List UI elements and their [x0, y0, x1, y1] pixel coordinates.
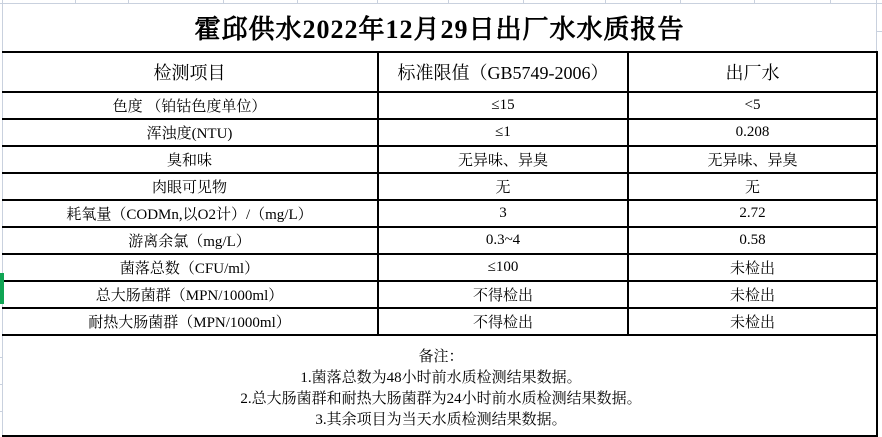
- title-row: [2, 4, 877, 52]
- table-row: [2, 254, 877, 281]
- table-row: [2, 92, 877, 119]
- col-header-item[interactable]: 检测项目: [2, 52, 378, 92]
- cell-outflow[interactable]: 无异味、异臭: [628, 146, 877, 173]
- cell-standard[interactable]: 不得检出: [378, 308, 628, 335]
- cell-outflow[interactable]: 未检出: [628, 308, 877, 335]
- cell-item[interactable]: 耐热大肠菌群（MPN/1000ml）: [2, 308, 378, 335]
- cell-item[interactable]: 耗氧量（CODMn,以O2计）/（mg/L）: [2, 200, 378, 227]
- report-title[interactable]: 霍邱供水2022年12月29日出厂水水质报告: [2, 4, 877, 52]
- cell-item[interactable]: 臭和味: [2, 146, 378, 173]
- cell-standard[interactable]: ≤15: [378, 92, 628, 119]
- table-row: [2, 227, 877, 254]
- cell-standard[interactable]: 不得检出: [378, 281, 628, 308]
- cell-standard[interactable]: ≤100: [378, 254, 628, 281]
- table-row: [2, 200, 877, 227]
- table-row: [2, 173, 877, 200]
- note-line: 1.菌落总数为48小时前水质检测结果数据。: [300, 369, 582, 386]
- cell-outflow[interactable]: <5: [628, 92, 877, 119]
- cell-item[interactable]: 游离余氯（mg/L）: [2, 227, 378, 254]
- cell-standard[interactable]: 无异味、异臭: [378, 146, 628, 173]
- table-row: [2, 146, 877, 173]
- cell-outflow[interactable]: 0.208: [628, 119, 877, 146]
- cell-outflow[interactable]: 未检出: [628, 254, 877, 281]
- table-row: [2, 119, 877, 146]
- col-header-outflow[interactable]: 出厂水: [628, 52, 877, 92]
- cell-outflow[interactable]: 0.58: [628, 227, 877, 254]
- cell-standard[interactable]: ≤1: [378, 119, 628, 146]
- cell-item[interactable]: 浑浊度(NTU): [2, 119, 378, 146]
- table-row: [2, 281, 877, 308]
- cell-item[interactable]: 色度 （铂钴色度单位）: [2, 92, 378, 119]
- notes-label: 备注：: [418, 348, 464, 365]
- note-line: 3.其余项目为当天水质检测结果数据。: [315, 411, 567, 428]
- cell-item[interactable]: 总大肠菌群（MPN/1000ml）: [2, 281, 378, 308]
- col-header-standard[interactable]: 标准限值（GB5749-2006）: [378, 52, 628, 92]
- row-selection-indicator: [0, 273, 4, 304]
- cell-standard[interactable]: 3: [378, 200, 628, 227]
- notes-cell[interactable]: [2, 335, 877, 436]
- header-row: [2, 52, 877, 92]
- table-row: [2, 308, 877, 335]
- cell-item[interactable]: 菌落总数（CFU/ml）: [2, 254, 378, 281]
- water-quality-report-table: [2, 4, 878, 437]
- cell-outflow[interactable]: 未检出: [628, 281, 877, 308]
- note-line: 2.总大肠菌群和耐热大肠菌群为24小时前水质检测结果数据。: [240, 390, 642, 407]
- cell-standard[interactable]: 0.3~4: [378, 227, 628, 254]
- cell-outflow[interactable]: 无: [628, 173, 877, 200]
- cell-item[interactable]: 肉眼可见物: [2, 173, 378, 200]
- cell-standard[interactable]: 无: [378, 173, 628, 200]
- notes-row: [2, 335, 877, 436]
- cell-outflow[interactable]: 2.72: [628, 200, 877, 227]
